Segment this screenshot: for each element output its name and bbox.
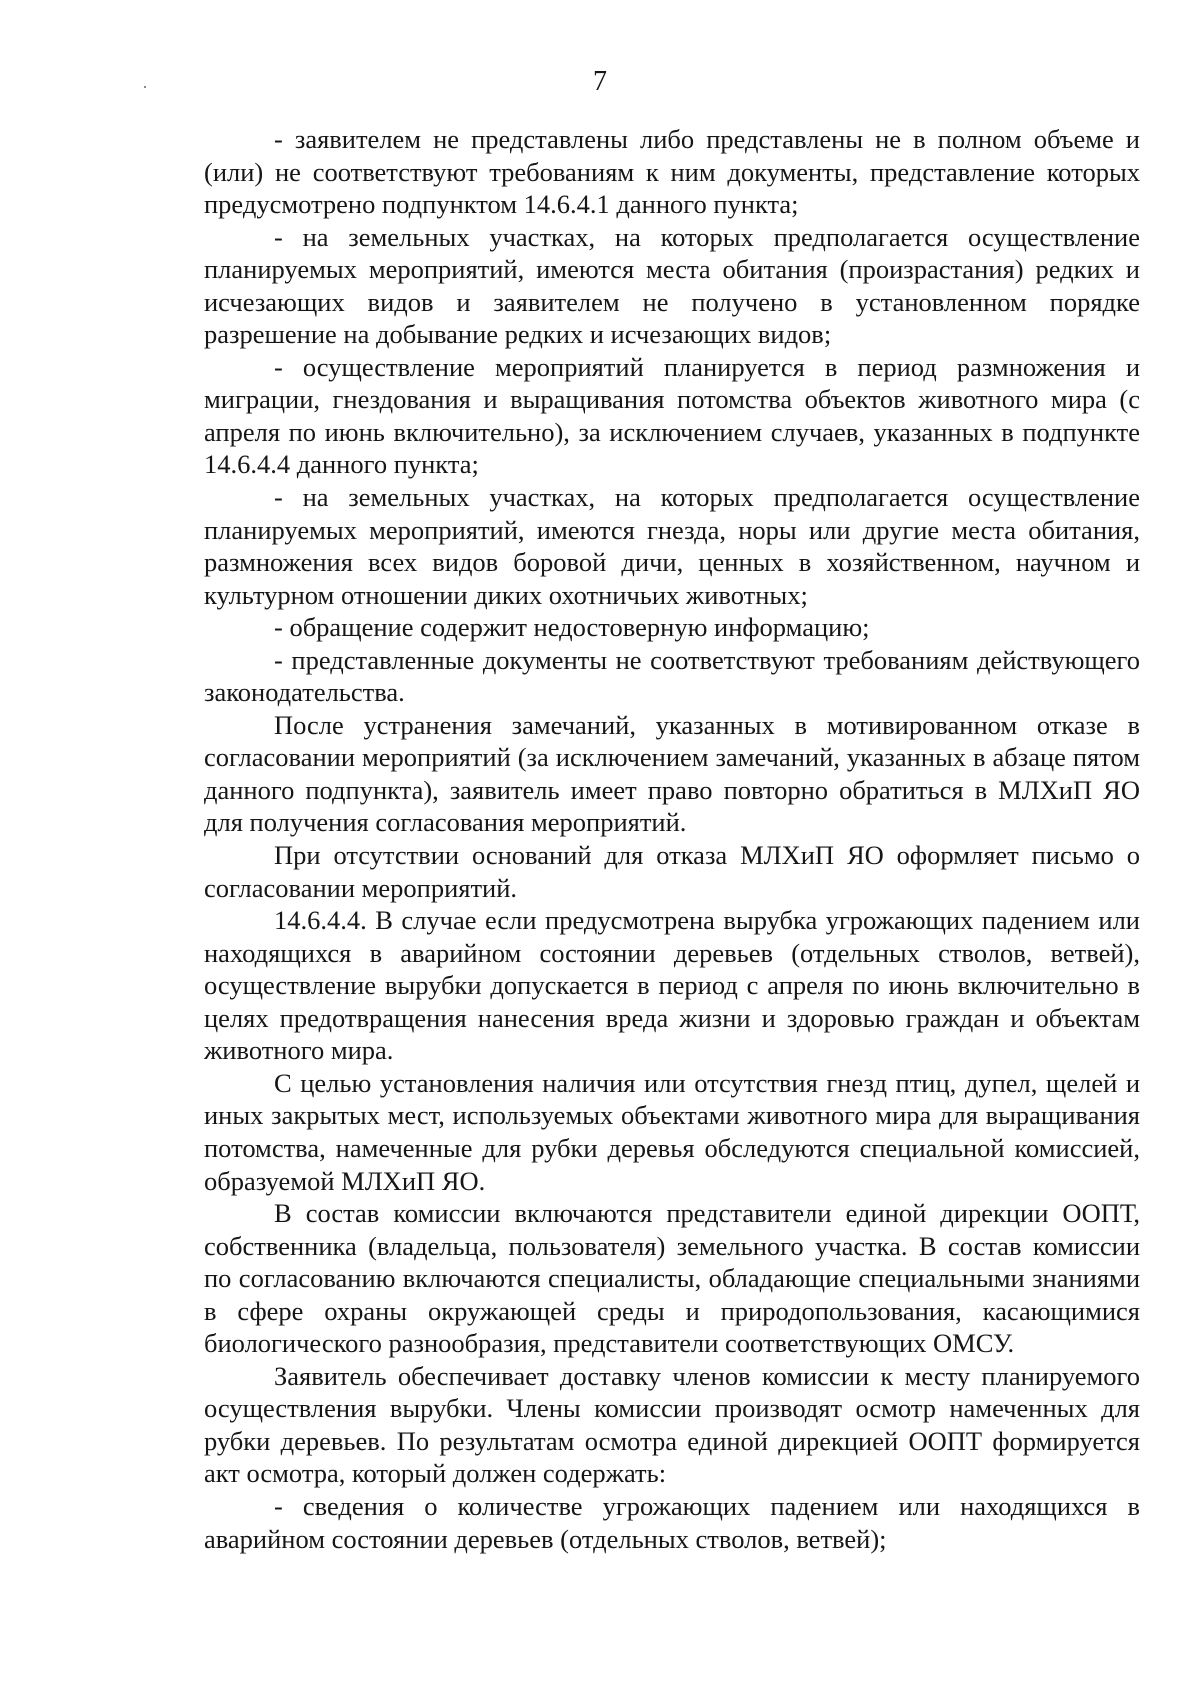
paragraph-reapplication: После устранения замечаний, указанных в мотивированном отказе в согласовании мероприятий (за исключением замечаний, указанных в абзаце пятом данного подпункта), заявитель имеет право повторно обратиться в МЛХиП ЯО для получения согласования мероприятий. (204, 709, 1140, 838)
paragraph-inspection-act: Заявитель обеспечивает доставку членов комиссии к месту планируемого осуществления вырубки. Члены комиссии производят осмотр намеченных для рубки деревьев. По результатам осмотра единой дирекцией ООПТ формируется акт осмотра, который должен содержать: (204, 1360, 1140, 1489)
paragraph-commission-inspection: С целью установления наличия или отсутствия гнезд птиц, дупел, щелей и иных закрытых мест, используемых объектами животного мира для выращивания потомства, намеченные для рубки деревья обследуются специальной комиссией, образуемой МЛХиП ЯО. (204, 1067, 1140, 1196)
page-number: 7 (593, 66, 607, 97)
list-item-false-information: - обращение содержит недостоверную информацию; (274, 612, 870, 643)
list-item-game-habitat: - на земельных участках, на которых предполагается осуществление планируемых мероприятий, имеются гнезда, норы или другие места обитания, размножения всех видов боровой дичи, ценных в хозяйственном, научном и культурном отношении диких охотничьих животных; (204, 482, 1140, 610)
list-item-rare-species-habitat: - на земельных участках, на которых предполагается осуществление планируемых мероприятий, имеются места обитания (произрастания) редких и исчезающих видов и заявителем не получено в установленном порядке разрешение на добывание редких и исчезающих видов; (204, 221, 1140, 350)
list-item-breeding-season: - осуществление мероприятий планируется в период размножения и миграции, гнездования и выращивания потомства объектов животного мира (с апреля по июнь включительно), за исключением случаев, указанных в подпункте 14.6.4.4 данного пункта; (204, 351, 1140, 480)
document-body (204, 123, 1140, 1555)
paragraph-approval-letter: При отсутствии оснований для отказа МЛХиП ЯО оформляет письмо о согласовании мероприятий. (204, 840, 1140, 903)
paragraph-commission-composition: В состав комиссии включаются представители единой дирекции ООПТ, собственника (владельца, пользователя) земельного участка. В состав комиссии по согласованию включаются специалисты, обладающие специальными знаниями в сфере охраны окружающей среды и природопользования, касающимися биологического разнообразия, представители соответствующих ОМСУ. (204, 1198, 1140, 1359)
list-item-noncompliant-documents: - представленные документы не соответствуют требованиям действующего законодательства. (204, 644, 1140, 708)
list-item-incomplete-documents: - заявителем не представлены либо представлены не в полном объеме и (или) не соответствуют требованиям к ним документы, представление которых предусмотрено подпунктом 14.6.4.1 данного пункта; (204, 124, 1140, 220)
list-item-tree-count: - сведения о количестве угрожающих падением или находящихся в аварийном состоянии деревьев (отдельных стволов, ветвей); (204, 1490, 1140, 1554)
section-14-6-4-4: 14.6.4.4. В случае если предусмотрена вырубка угрожающих падением или находящихся в аварийном состоянии деревьев (отдельных стволов, ветвей), осуществление вырубки допускается в период с апреля по июнь включительно в целях предотвращения нанесения вреда жизни и здоровью граждан и объектам животного мира. (204, 905, 1140, 1066)
